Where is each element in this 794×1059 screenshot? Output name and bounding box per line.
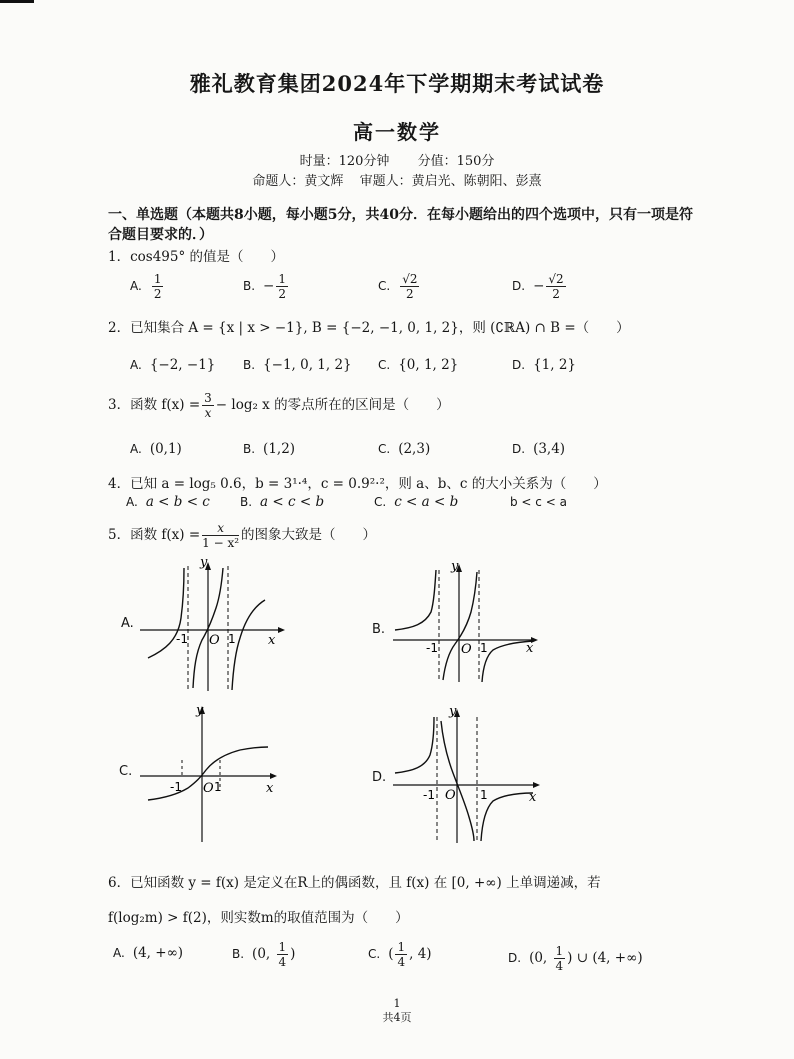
q1-option-a[interactable] xyxy=(130,272,165,301)
q1-option-b[interactable]: B. − $\frac{1}{2}$ xyxy=(243,272,286,301)
option-label: B. xyxy=(232,947,245,961)
page-total: 共4页 xyxy=(382,1011,412,1024)
option-label: b < c < a xyxy=(510,495,567,509)
question-6-stem-line2: f(log₂m) > f(2)，则实数m的取值范围为（ ） xyxy=(108,910,409,926)
option-label: D. xyxy=(512,358,526,372)
exam-author: 命题人：黄文辉 xyxy=(252,174,344,189)
option-label: A. xyxy=(130,279,142,293)
q4-option-a[interactable]: A. a < b < c xyxy=(126,494,210,510)
exam-reviewer: 审题人：黄启光、陈朝阳、彭熹 xyxy=(359,174,542,189)
exam-title: 雅礼教育集团2024年下学期期末考试试卷 xyxy=(189,71,605,96)
option-label: C. xyxy=(378,442,391,456)
tick-neg1: -1 xyxy=(423,788,435,802)
x-axis-arrow xyxy=(278,627,285,633)
fraction: $\frac{3}{x}$ xyxy=(204,391,212,420)
section-heading: 一、单选题（本题共8小题，每小题5分，共40分．在每小题给出的四个选项中，只有一项是符合题目要求的．） xyxy=(108,207,693,243)
q6-option-c[interactable]: C. ( $\frac{1}{4}$ , 4) xyxy=(368,940,432,969)
fraction: $\frac{1}{4}$ xyxy=(397,940,406,969)
tick-1: 1 xyxy=(480,788,488,802)
tick-neg1: -1 xyxy=(176,632,188,646)
q6-option-d[interactable]: D. (0, $\frac{1}{4}$ ) ∪ (4, +∞) xyxy=(508,944,643,973)
curve-left xyxy=(395,717,434,773)
question-6-stem-line1: 6．已知函数 y = f(x) 是定义在R上的偶函数，且 f(x) 在 [0, +∞) 上单调递减，若 xyxy=(108,875,601,891)
q1-option-c[interactable] xyxy=(378,272,421,301)
q5-graph-d[interactable] xyxy=(393,705,543,845)
y-label: y xyxy=(451,560,459,574)
question-2-stem: 2．已知集合 A = {x | x > −1}, B = {−2, −1, 0, 1, 2}，则 (∁ℝA) ∩ B =（ ） xyxy=(108,320,630,336)
page-number: 1 xyxy=(393,997,401,1010)
exam-meta-authors xyxy=(0,170,794,189)
option-label: B. xyxy=(243,442,256,456)
option-label: B. xyxy=(243,279,256,293)
option-label: A. xyxy=(126,495,138,509)
tick-1: 1 xyxy=(228,632,236,646)
curve-right xyxy=(232,600,265,690)
q4-option-b[interactable]: B. a < c < b xyxy=(240,494,325,510)
q3-option-b[interactable]: B. (1,2) xyxy=(243,441,296,457)
option-label: B. xyxy=(243,358,256,372)
option-label: A. xyxy=(130,442,142,456)
tick-1: 1 xyxy=(480,641,488,655)
option-label: C. xyxy=(374,495,387,509)
origin-label: O xyxy=(209,633,220,648)
option-label: A. xyxy=(113,946,125,960)
q1-option-d[interactable]: D. − $\frac{√2}{2}$ xyxy=(512,272,564,301)
x-axis-arrow xyxy=(270,773,277,779)
fraction: $\frac{1}{2}$ xyxy=(278,272,286,301)
q6-option-b[interactable]: B. (0, $\frac{1}{4}$ ) xyxy=(232,940,296,969)
q5-graph-b[interactable] xyxy=(393,560,543,685)
q5-graph-c[interactable] xyxy=(140,700,285,845)
q5-option-c-label[interactable]: C. xyxy=(119,764,133,779)
option-label: D. xyxy=(508,951,522,965)
q3-option-d[interactable]: D. (3,4) xyxy=(512,441,566,457)
tick-1: 1 xyxy=(214,780,222,794)
subject-title: 高一数学 xyxy=(353,120,441,144)
q6-option-a[interactable]: A. (4, +∞) xyxy=(113,945,184,961)
exam-score: 分值：150分 xyxy=(417,154,495,169)
q2-option-d[interactable]: D. {1, 2} xyxy=(512,357,577,373)
option-label: A. xyxy=(130,358,142,372)
q4-option-c[interactable]: C. c < a < b xyxy=(374,494,459,510)
option-label: B. xyxy=(240,495,253,509)
curve-middle xyxy=(443,572,477,680)
exam-time: 时量：120分钟 xyxy=(299,154,390,169)
option-label: D. xyxy=(512,442,526,456)
tick-neg1: -1 xyxy=(170,780,182,794)
fraction: $\frac{1}{2}$ xyxy=(153,272,162,301)
x-axis-arrow xyxy=(533,782,540,788)
question-5-stem: 5．函数 f(x) = $\frac{x}{\text{1 − x²}}$ 的图象大致是（ ） xyxy=(108,521,377,550)
q3-option-a[interactable]: A. (0,1) xyxy=(130,441,182,457)
q2-option-a[interactable]: A. {−2, −1} xyxy=(130,357,216,373)
q5-option-b-label[interactable]: B. xyxy=(372,622,386,637)
q2-option-c[interactable]: C. {0, 1, 2} xyxy=(378,357,459,373)
fraction: $\frac{x}{\text{1 − x²}}$ xyxy=(202,521,240,550)
origin-label: O xyxy=(445,788,456,803)
origin-label: O xyxy=(203,781,214,796)
option-label: D. xyxy=(512,279,526,293)
q2-option-b[interactable]: B. {−1, 0, 1, 2} xyxy=(243,357,352,373)
curve-right xyxy=(481,793,533,841)
q4-option-d[interactable] xyxy=(510,494,575,510)
fraction: $\frac{1}{4}$ xyxy=(555,944,564,973)
fraction: $\frac{√2}{2}$ xyxy=(402,272,418,301)
x-label: x xyxy=(268,633,276,648)
fraction: $\frac{1}{4}$ xyxy=(278,940,287,969)
tick-neg1: -1 xyxy=(426,641,438,655)
q5-option-a-label[interactable]: A. xyxy=(121,616,134,631)
y-label: y xyxy=(200,558,208,570)
x-label: x xyxy=(526,641,534,656)
x-label: x xyxy=(529,790,537,805)
page-footer xyxy=(0,997,794,1025)
q5-graph-a[interactable] xyxy=(140,558,285,693)
exam-meta-time-score xyxy=(0,150,794,169)
option-label: C. xyxy=(378,279,391,293)
question-3-stem: 3．函数 f(x) = $\frac{3}{x}$ − log₂ x 的零点所在的区间是（ ） xyxy=(108,391,450,420)
question-1-stem: 1．cos495° 的值是（ ） xyxy=(108,249,285,265)
origin-label: O xyxy=(461,642,472,657)
fraction: $\frac{√2}{2}$ xyxy=(548,272,564,301)
curve-left xyxy=(395,570,436,630)
q5-option-d-label[interactable]: D. xyxy=(372,770,387,785)
scan-corner-mark xyxy=(0,0,34,3)
y-label: y xyxy=(196,703,204,718)
x-label: x xyxy=(266,781,274,796)
q3-option-c[interactable]: C. (2,3) xyxy=(378,441,431,457)
y-label: y xyxy=(449,705,457,719)
option-label: C. xyxy=(378,358,391,372)
option-label: C. xyxy=(368,947,381,961)
question-4-stem: 4．已知 a = log₅ 0.6，b = 3¹·⁴，c = 0.9²·²，则 a、b、c 的大小关系为（ ） xyxy=(108,476,607,492)
